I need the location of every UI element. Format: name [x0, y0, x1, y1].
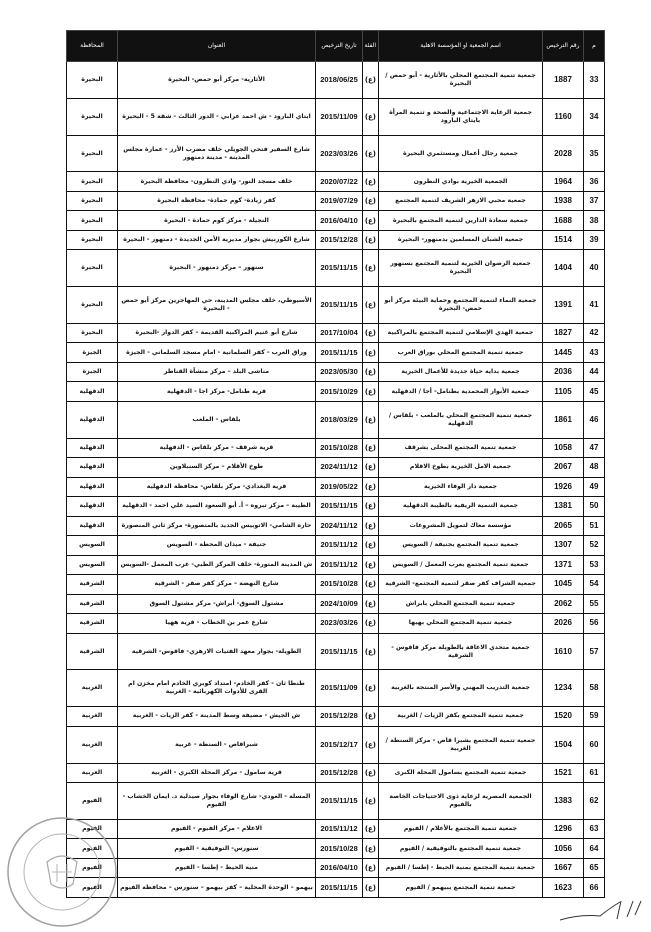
- association-name-cell: جمعية الرضوان الخيرية لتنمية المجتمع بسنهور البحيرة: [379, 250, 543, 287]
- category-cell: (ع): [363, 250, 379, 287]
- governorate-cell: البحيرة: [67, 98, 118, 135]
- address-cell: حاره الشامي- الاتوبيس الجديد بالمنصورة- مركز ثاني المنصورة: [118, 516, 316, 535]
- association-name-cell: جمعية التدريب المهني والأسر المنتجة بالغربية: [379, 670, 543, 707]
- table-row: [67, 324, 605, 343]
- table-row: [67, 343, 605, 362]
- address-cell: شارع النهضة – مركز كفر صقر - الشرقية: [118, 575, 316, 594]
- association-name-cell: جمعية الشراف كفر صقر لتنمية المجتمع- الشرقية: [379, 575, 543, 594]
- category-cell: (ع): [363, 497, 379, 516]
- license-date-cell: 2020/07/22: [316, 172, 363, 191]
- association-name-cell: جمعية تنمية المجتمع بعرب المعمل / السويس: [379, 555, 543, 574]
- license-date-cell: 2018/03/29: [316, 401, 363, 438]
- row-number-cell: 50: [584, 497, 605, 516]
- association-name-cell: جمعية تنمية المجتمع المحلي بوراق العرب: [379, 343, 543, 362]
- address-cell: ايتاي البارود - ش احمد عرابي - الدور الثالث - شقة 5 - البحيرة: [118, 98, 316, 135]
- license-date-cell: 2015/12/17: [316, 726, 363, 763]
- table-body: [67, 62, 605, 898]
- row-number-cell: 51: [584, 516, 605, 535]
- governorate-cell: الدقهلية: [67, 438, 118, 457]
- license-number-cell: 1514: [543, 230, 584, 249]
- license-number-cell: 1045: [543, 575, 584, 594]
- governorate-cell: الجيزة: [67, 362, 118, 381]
- association-name-cell: جمعية تنمية المجتمع بكفر الزيات / الغربية: [379, 707, 543, 726]
- license-number-cell: 1404: [543, 250, 584, 287]
- license-date-cell: 2015/11/15: [316, 250, 363, 287]
- address-cell: قرية سامول - مركز المحلة الكبري - الغربية: [118, 763, 316, 782]
- license-number-cell: 1058: [543, 438, 584, 457]
- table-row: [67, 172, 605, 191]
- governorate-cell: الشرقية: [67, 594, 118, 613]
- category-cell: (ع): [363, 819, 379, 838]
- address-cell: شارع عمر بن الخطاب - قرية ههيا: [118, 614, 316, 633]
- address-cell: كفر زيادة- كوم حمادة- محافظة البحيرة: [118, 191, 316, 210]
- category-cell: (ع): [363, 324, 379, 343]
- address-cell: قرية البغدادي- مركز بلقاس- محافظة الدقهلية: [118, 477, 316, 496]
- association-name-cell: جمعية تنمية المجتمع المحلي بالملعب - بلقاس / الدقهلية: [379, 401, 543, 438]
- category-cell: (ع): [363, 343, 379, 362]
- table-row: [67, 497, 605, 516]
- row-number-cell: 34: [584, 98, 605, 135]
- row-number-cell: 38: [584, 211, 605, 230]
- association-name-cell: جمعية بداية حياة جديدة للأعمال الخيرية: [379, 362, 543, 381]
- table-row: [67, 575, 605, 594]
- governorate-cell: الغربية: [67, 670, 118, 707]
- license-number-cell: 1964: [543, 172, 584, 191]
- table-row: [67, 670, 605, 707]
- license-number-cell: 2067: [543, 458, 584, 477]
- license-date-cell: 2017/10/04: [316, 324, 363, 343]
- license-date-cell: 2015/11/15: [316, 497, 363, 516]
- row-number-cell: 42: [584, 324, 605, 343]
- association-name-cell: جمعية تنمية المجتمع بالأعلام / الفيوم: [379, 819, 543, 838]
- row-number-cell: 41: [584, 287, 605, 324]
- license-number-cell: 1887: [543, 62, 584, 99]
- row-number-cell: 46: [584, 401, 605, 438]
- license-number-cell: 1520: [543, 707, 584, 726]
- table-row: [67, 191, 605, 210]
- table-row: [67, 763, 605, 782]
- row-number-cell: 33: [584, 62, 605, 99]
- address-cell: مشتول السوق- أبراش- مركز مشتول السوق: [118, 594, 316, 613]
- governorate-cell: البحيرة: [67, 172, 118, 191]
- association-name-cell: جمعية تنمية المجتمع بسامول المحلة الكبرى: [379, 763, 543, 782]
- license-number-cell: 1861: [543, 401, 584, 438]
- row-number-cell: 64: [584, 839, 605, 858]
- table-row: [67, 614, 605, 633]
- category-cell: (ع): [363, 633, 379, 670]
- header-category: الفئة: [363, 31, 379, 62]
- address-cell: وراق العرب - كفر السلمانية - امام مسجد السلماني - الجيزة: [118, 343, 316, 362]
- license-number-cell: 2028: [543, 135, 584, 172]
- address-cell: الطيبة – مركز تبروه – أ. أبو السعود السيد علي احمد - الدقهلية: [118, 497, 316, 516]
- license-number-cell: 2065: [543, 516, 584, 535]
- category-cell: (ع): [363, 382, 379, 401]
- table-row: [67, 135, 605, 172]
- license-number-cell: 1105: [543, 382, 584, 401]
- license-number-cell: 1445: [543, 343, 584, 362]
- association-name-cell: جمعية تنمية المجتمع بمنية الحيط - إطسا / الفيوم: [379, 858, 543, 877]
- license-date-cell: 2015/11/12: [316, 555, 363, 574]
- governorate-cell: البحيرة: [67, 135, 118, 172]
- governorate-cell: الشرقية: [67, 575, 118, 594]
- association-name-cell: جمعية الامل الخيرية بطوخ الاقلام: [379, 458, 543, 477]
- category-cell: (ع): [363, 135, 379, 172]
- license-number-cell: 1371: [543, 555, 584, 574]
- category-cell: (ع): [363, 575, 379, 594]
- association-name-cell: جمعية رجال أعمال ومستثمري البحيرة: [379, 135, 543, 172]
- license-number-cell: 1234: [543, 670, 584, 707]
- table-row: [67, 858, 605, 877]
- license-date-cell: 2015/12/28: [316, 230, 363, 249]
- association-name-cell: جمعية الهدي الإسلامي لتنمية المجتمع بالمراكبية: [379, 324, 543, 343]
- category-cell: (ع): [363, 839, 379, 858]
- category-cell: (ع): [363, 191, 379, 210]
- association-name-cell: جمعية متحدي الاعاقة بالطويلة مركز فاقوس - الشرقية: [379, 633, 543, 670]
- category-cell: (ع): [363, 726, 379, 763]
- address-cell: سنهور – مركز دمنهور - البحيرة: [118, 250, 316, 287]
- row-number-cell: 66: [584, 878, 605, 898]
- address-cell: سنورس- التوفيقية - الفيوم: [118, 839, 316, 858]
- address-cell: المسلة - العودي- شارع الوفاء بجوار صيدلية د. ايمان الخشاب - الفيوم: [118, 783, 316, 820]
- address-cell: خلف مسجد النور- وادي النطرون- محافظة البحيرة: [118, 172, 316, 191]
- row-number-cell: 47: [584, 438, 605, 457]
- governorate-cell: الدقهلية: [67, 401, 118, 438]
- address-cell: مناشى البلد – مركز منشأة القناطر: [118, 362, 316, 381]
- table-row: [67, 362, 605, 381]
- license-number-cell: 1688: [543, 211, 584, 230]
- association-name-cell: جمعية سعادة الدارين لتنمية المجتمع بالبحيرة: [379, 211, 543, 230]
- address-cell: شبراقاص - السنطة - غربية: [118, 726, 316, 763]
- license-date-cell: 2018/06/25: [316, 62, 363, 99]
- license-number-cell: 1938: [543, 191, 584, 210]
- license-date-cell: 2015/10/28: [316, 438, 363, 457]
- association-name-cell: جمعية التنمية الريفية بالطيبة الدقهلية: [379, 497, 543, 516]
- license-date-cell: 2015/11/09: [316, 670, 363, 707]
- address-cell: طنطا ثان - كفر الخادم- امتداد كوبري الخادم امام مخزن ام القرى للأدوات الكهربائية - الغربية: [118, 670, 316, 707]
- association-name-cell: جمعية تنمية المجتمع المحلي بالأثارية - أبو حمص / البحيرة: [379, 62, 543, 99]
- table-row: [67, 878, 605, 898]
- governorate-cell: الفيوم: [67, 783, 118, 820]
- governorate-cell: الدقهلية: [67, 497, 118, 516]
- table-row: [67, 819, 605, 838]
- address-cell: قرية شرقف - مركز بلقاس - الدقهلية: [118, 438, 316, 457]
- table-row: [67, 287, 605, 324]
- license-number-cell: 1391: [543, 287, 584, 324]
- license-date-cell: 2015/11/09: [316, 98, 363, 135]
- table-row: [67, 458, 605, 477]
- license-date-cell: 2015/11/15: [316, 287, 363, 324]
- table-row: [67, 382, 605, 401]
- row-number-cell: 55: [584, 594, 605, 613]
- table-row: [67, 707, 605, 726]
- governorate-cell: البحيرة: [67, 287, 118, 324]
- table-row: [67, 401, 605, 438]
- table-row: [67, 633, 605, 670]
- row-number-cell: 58: [584, 670, 605, 707]
- table-row: [67, 536, 605, 555]
- table-row: [67, 477, 605, 496]
- row-number-cell: 63: [584, 819, 605, 838]
- association-name-cell: جمعية الشبان المسلمين بدمنهور- البحيرة: [379, 230, 543, 249]
- license-number-cell: 2036: [543, 362, 584, 381]
- row-number-cell: 54: [584, 575, 605, 594]
- row-number-cell: 36: [584, 172, 605, 191]
- category-cell: (ع): [363, 594, 379, 613]
- governorate-cell: الغربية: [67, 763, 118, 782]
- table-row: [67, 555, 605, 574]
- address-cell: الأسيوطي، خلف مجلس المدينة، حي المهاجرين مركز أبو حمص - البحيرة: [118, 287, 316, 324]
- table-row: [67, 594, 605, 613]
- address-cell: جنيفة - ميدان المحطة - السويس: [118, 536, 316, 555]
- association-name-cell: الجمعية المصرية لرعاية ذوى الاحتياجات الخاصة بالفيوم: [379, 783, 543, 820]
- license-number-cell: 1926: [543, 477, 584, 496]
- header-address: العنوان: [118, 31, 316, 62]
- category-cell: (ع): [363, 362, 379, 381]
- row-number-cell: 35: [584, 135, 605, 172]
- license-date-cell: 2024/11/12: [316, 458, 363, 477]
- license-number-cell: 1056: [543, 839, 584, 858]
- table-header: [67, 31, 605, 62]
- association-name-cell: جمعية تنمية المجتمع المحلى بشرقف: [379, 438, 543, 457]
- license-date-cell: 2024/11/12: [316, 516, 363, 535]
- license-date-cell: 2024/10/09: [316, 594, 363, 613]
- license-date-cell: 2015/11/12: [316, 819, 363, 838]
- address-cell: شارع السفير فتحي الجويلي خلف مضرب الأرز - عمارة مجلس المدينة - مدينة دمنهور: [118, 135, 316, 172]
- governorate-cell: السويس: [67, 536, 118, 555]
- governorate-cell: الفيوم: [67, 819, 118, 838]
- license-date-cell: 2019/05/22: [316, 477, 363, 496]
- header-date: تاريخ الترخيص: [316, 31, 363, 62]
- header-license: رقم الترخيص: [543, 31, 584, 62]
- association-name-cell: جمعية تنمية المجتمع بالتوفيقية / الفيوم: [379, 839, 543, 858]
- table-row: [67, 62, 605, 99]
- table-row: [67, 438, 605, 457]
- row-number-cell: 59: [584, 707, 605, 726]
- association-name-cell: جمعية الأنوار المحمدية بطنامل- أجا / الدقهلية: [379, 382, 543, 401]
- governorate-cell: الفيوم: [67, 878, 118, 898]
- license-date-cell: 2015/12/28: [316, 707, 363, 726]
- row-number-cell: 53: [584, 555, 605, 574]
- license-date-cell: 2023/03/26: [316, 135, 363, 172]
- address-cell: شارع الكورنيش بجوار مديرية الأمن الجديدة - دمنهور - البحيرة: [118, 230, 316, 249]
- row-number-cell: 39: [584, 230, 605, 249]
- association-name-cell: جمعية دار الوفاء الخيرية: [379, 477, 543, 496]
- license-number-cell: 2062: [543, 594, 584, 613]
- governorate-cell: الغربية: [67, 726, 118, 763]
- category-cell: (ع): [363, 536, 379, 555]
- governorate-cell: البحيرة: [67, 230, 118, 249]
- license-number-cell: 1504: [543, 726, 584, 763]
- license-number-cell: 1827: [543, 324, 584, 343]
- row-number-cell: 49: [584, 477, 605, 496]
- header-number: م: [584, 31, 605, 62]
- association-name-cell: جمعية تنمية المجتمع المحلي بهيها: [379, 614, 543, 633]
- address-cell: النجيلة - مركز كوم حمادة - البحيرة: [118, 211, 316, 230]
- header-name: اسم الجمعية او المؤسسة الاهلية: [379, 31, 543, 62]
- license-date-cell: 2015/10/28: [316, 839, 363, 858]
- category-cell: (ع): [363, 401, 379, 438]
- association-name-cell: جمعية تنمية المجتمع المحلي بابراش: [379, 594, 543, 613]
- license-number-cell: 1160: [543, 98, 584, 135]
- governorate-cell: الفيوم: [67, 858, 118, 877]
- association-name-cell: جمعية الرعاية الاجتماعية والصحة و تنمية المرأة بايتاي البارود: [379, 98, 543, 135]
- address-cell: ش المدينة المنورة- خلف المركز الطبي- عرب المعمل -السويس: [118, 555, 316, 574]
- license-number-cell: 2026: [543, 614, 584, 633]
- governorate-cell: الفيوم: [67, 839, 118, 858]
- license-date-cell: 2023/03/26: [316, 614, 363, 633]
- association-name-cell: جمعية تنمية المجتمع ببيهمو / الفيوم: [379, 878, 543, 898]
- governorate-cell: الدقهلية: [67, 458, 118, 477]
- table-row: [67, 230, 605, 249]
- row-number-cell: 40: [584, 250, 605, 287]
- table-row: [67, 250, 605, 287]
- license-number-cell: 1381: [543, 497, 584, 516]
- association-name-cell: جمعية النماء لتنمية المجتمع وحماية البيئة مركز أبو حمص- البحيرة: [379, 287, 543, 324]
- governorate-cell: الدقهلية: [67, 477, 118, 496]
- governorate-cell: الجيزة: [67, 343, 118, 362]
- address-cell: الأثارية- مركز أبو حمص- البحيرة: [118, 62, 316, 99]
- governorate-cell: الدقهلية: [67, 516, 118, 535]
- category-cell: (ع): [363, 230, 379, 249]
- category-cell: (ع): [363, 858, 379, 877]
- table-row: [67, 783, 605, 820]
- license-number-cell: 1610: [543, 633, 584, 670]
- governorate-cell: الشرقية: [67, 614, 118, 633]
- row-number-cell: 61: [584, 763, 605, 782]
- official-stamp-icon: [2, 812, 122, 932]
- address-cell: بيهمو – الوحدة المحلية – كفر بيهمو – سنورس – محافظة الفيوم: [118, 878, 316, 898]
- governorate-cell: الشرقية: [67, 633, 118, 670]
- row-number-cell: 43: [584, 343, 605, 362]
- association-name-cell: جمعية محبي الازهر الشريف لتنمية المجتمع: [379, 191, 543, 210]
- category-cell: (ع): [363, 458, 379, 477]
- row-number-cell: 52: [584, 536, 605, 555]
- category-cell: (ع): [363, 878, 379, 898]
- table-row: [67, 211, 605, 230]
- license-number-cell: 1296: [543, 819, 584, 838]
- table-row: [67, 516, 605, 535]
- category-cell: (ع): [363, 62, 379, 99]
- address-cell: طوخ الأقلام – مركز السنبلاوين: [118, 458, 316, 477]
- governorate-cell: الغربية: [67, 707, 118, 726]
- category-cell: (ع): [363, 438, 379, 457]
- address-cell: بلقاس - الملعب: [118, 401, 316, 438]
- category-cell: (ع): [363, 763, 379, 782]
- category-cell: (ع): [363, 211, 379, 230]
- category-cell: (ع): [363, 98, 379, 135]
- governorate-cell: السويس: [67, 555, 118, 574]
- table-row: [67, 726, 605, 763]
- association-name-cell: جمعية تنمية المجتمع بجنيفة / السويس: [379, 536, 543, 555]
- category-cell: (ع): [363, 287, 379, 324]
- row-number-cell: 45: [584, 382, 605, 401]
- address-cell: قرية طنامل- مركز اجا - الدقهلية: [118, 382, 316, 401]
- license-date-cell: 2015/11/15: [316, 343, 363, 362]
- license-date-cell: 2015/11/15: [316, 878, 363, 898]
- license-date-cell: 2015/11/12: [316, 536, 363, 555]
- governorate-cell: البحيرة: [67, 250, 118, 287]
- association-name-cell: مؤسسة معاك لتمويل المشروعات: [379, 516, 543, 535]
- handwritten-signature-icon: [555, 895, 645, 925]
- row-number-cell: 65: [584, 858, 605, 877]
- governorate-cell: البحيرة: [67, 211, 118, 230]
- category-cell: (ع): [363, 172, 379, 191]
- category-cell: (ع): [363, 614, 379, 633]
- association-name-cell: الجمعية الخيرية بوادي النطرون: [379, 172, 543, 191]
- category-cell: (ع): [363, 707, 379, 726]
- license-date-cell: 2015/10/28: [316, 575, 363, 594]
- row-number-cell: 57: [584, 633, 605, 670]
- category-cell: (ع): [363, 670, 379, 707]
- row-number-cell: 62: [584, 783, 605, 820]
- license-number-cell: 1521: [543, 763, 584, 782]
- license-date-cell: 2015/11/15: [316, 783, 363, 820]
- address-cell: شارع أبو غنيم المراكبية القديمة – كفر الدوار -البحيرة: [118, 324, 316, 343]
- license-number-cell: 1667: [543, 858, 584, 877]
- address-cell: الاعلام - مركز الفيوم - الفيوم: [118, 819, 316, 838]
- license-date-cell: 2019/07/29: [316, 191, 363, 210]
- license-number-cell: 1383: [543, 783, 584, 820]
- license-date-cell: 2023/05/30: [316, 362, 363, 381]
- category-cell: (ع): [363, 783, 379, 820]
- association-name-cell: جمعية تنمية المجتمع بشبرا قاص - مركز السنطة / الغربية: [379, 726, 543, 763]
- row-number-cell: 44: [584, 362, 605, 381]
- license-date-cell: 2016/04/10: [316, 211, 363, 230]
- address-cell: الطويلة- بجوار معهد الفتيات الازهري- فاقوس- الشرقية: [118, 633, 316, 670]
- license-date-cell: 2015/12/28: [316, 763, 363, 782]
- license-date-cell: 2015/10/29: [316, 382, 363, 401]
- governorate-cell: البحيرة: [67, 191, 118, 210]
- license-date-cell: 2015/11/15: [316, 633, 363, 670]
- associations-table: [66, 30, 605, 898]
- row-number-cell: 37: [584, 191, 605, 210]
- row-number-cell: 56: [584, 614, 605, 633]
- table-row: [67, 98, 605, 135]
- address-cell: ش الجيش - مضيفة وسط المدينة - كفر الزيات - الغربية: [118, 707, 316, 726]
- header-governorate: المحافظة: [67, 31, 118, 62]
- governorate-cell: البحيرة: [67, 62, 118, 99]
- address-cell: منية الحيط - إطسا - الفيوم: [118, 858, 316, 877]
- row-number-cell: 60: [584, 726, 605, 763]
- row-number-cell: 48: [584, 458, 605, 477]
- governorate-cell: البحيرة: [67, 324, 118, 343]
- license-number-cell: 1623: [543, 878, 584, 898]
- license-date-cell: 2016/04/10: [316, 858, 363, 877]
- governorate-cell: الدقهلية: [67, 382, 118, 401]
- category-cell: (ع): [363, 477, 379, 496]
- category-cell: (ع): [363, 555, 379, 574]
- category-cell: (ع): [363, 516, 379, 535]
- license-number-cell: 1307: [543, 536, 584, 555]
- table-row: [67, 839, 605, 858]
